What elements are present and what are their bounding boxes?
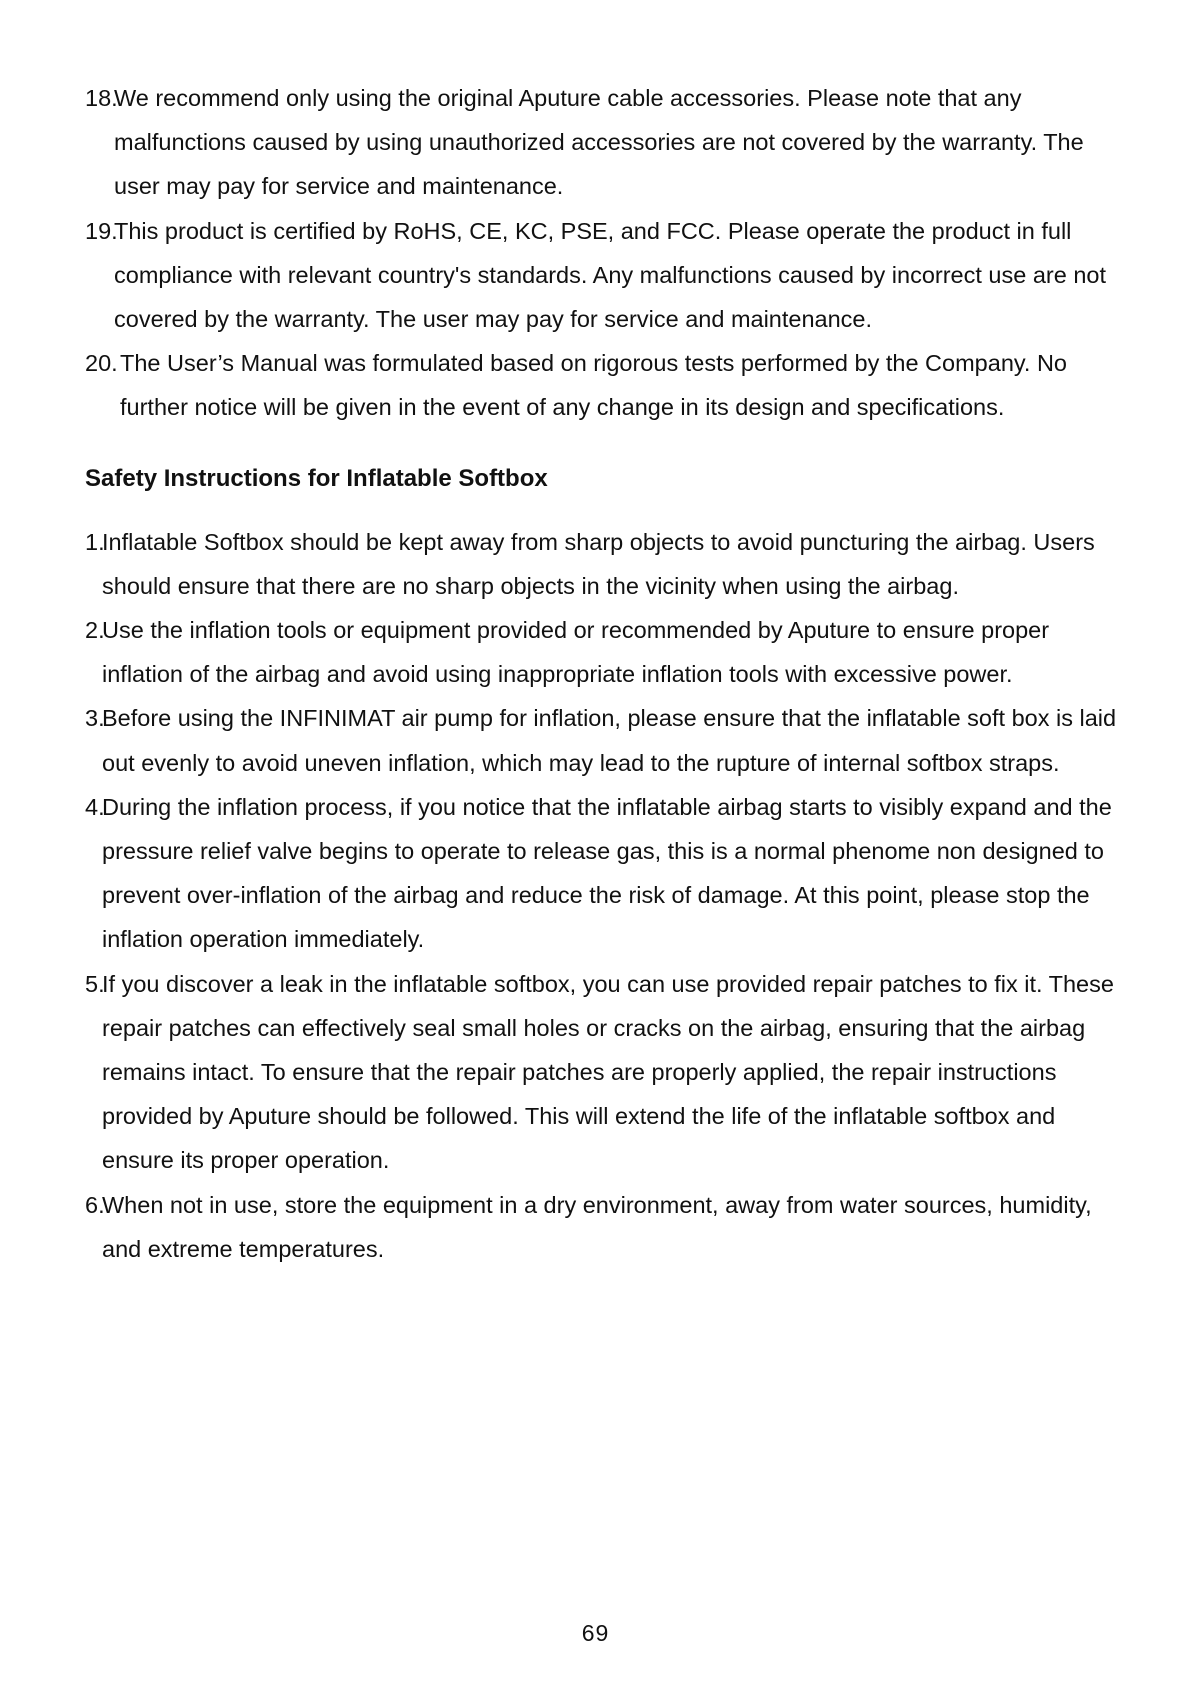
item-number: 6. (85, 1191, 105, 1218)
item-number: 20. (85, 350, 118, 377)
item-number: 2. (85, 617, 105, 644)
item-text: We recommend only using the original Aputure cable accessories. Please note that any malfunctions caused by using unauthorized accessories are not covered by the warranty. The user may pay for service and maintenance. (114, 85, 1084, 200)
item-text: When not in use, store the equipment in a dry environment, away from water sources, humidity, and extreme temperatures. (102, 1191, 1092, 1262)
list-item (85, 1183, 1125, 1271)
item-text: Before using the INFINIMAT air pump for inflation, please ensure that the inflatable soft box is laid out evenly to avoid uneven inflation, which may lead to the rupture of internal softbox straps. (102, 705, 1117, 776)
item-number: 4. (85, 793, 105, 820)
section-heading: Safety Instructions for Inflatable Softbox (85, 464, 548, 492)
page-number: 69 (581, 1620, 610, 1646)
item-number: 3. (85, 705, 105, 732)
item-number: 5. (85, 970, 105, 997)
item-text: Inflatable Softbox should be kept away from sharp objects to avoid puncturing the airbag. Users should ensure that there are no sharp objects in the vicinity when using the airbag. (102, 528, 1095, 599)
item-text: Use the inflation tools or equipment provided or recommended by Aputure to ensure proper inflation of the airbag and avoid using inappropriate inflation tools with excessive power. (102, 617, 1050, 688)
item-text: If you discover a leak in the inflatable softbox, you can use provided repair patches to fix it. These repair patches can effectively seal small holes or cracks on the airbag, ensuring that the airbag remains intact. To ensure that the repair patches are properly applied, the repair instructions provided by Aputure should be followed. This will extend the life of the inflatable softbox and ensure its proper operation. (102, 970, 1114, 1174)
item-text: During the inflation process, if you notice that the inflatable airbag starts to visibly expand and the pressure relief valve begins to operate to release gas, this is a normal phenome non designed to prevent over-inflation of the airbag and reduce the risk of damage. At this point, please stop the inflation operation immediately. (102, 793, 1112, 953)
list-item (85, 962, 1125, 1183)
list-item (85, 696, 1125, 784)
item-text: The User’s Manual was formulated based on rigorous tests performed by the Company. No further notice will be given in the event of any change in its design and specifications. (120, 350, 1067, 421)
list-item (85, 341, 1125, 429)
softbox-safety-list (85, 520, 1125, 1271)
item-text: This product is certified by RoHS, CE, KC, PSE, and FCC. Please operate the product in full compliance with relevant country's standards. Any malfunctions caused by incorrect use are not covered by the warranty. The user may pay for service and maintenance. (114, 217, 1106, 333)
manual-page (85, 76, 1125, 1271)
list-item (85, 785, 1125, 962)
item-number: 1. (85, 528, 105, 555)
item-number: 19. (85, 217, 118, 244)
list-item (85, 76, 1125, 209)
list-item (85, 209, 1125, 342)
general-notes-list (85, 76, 1125, 430)
list-item (85, 608, 1125, 696)
item-number: 18. (85, 85, 118, 111)
list-item (85, 520, 1125, 608)
